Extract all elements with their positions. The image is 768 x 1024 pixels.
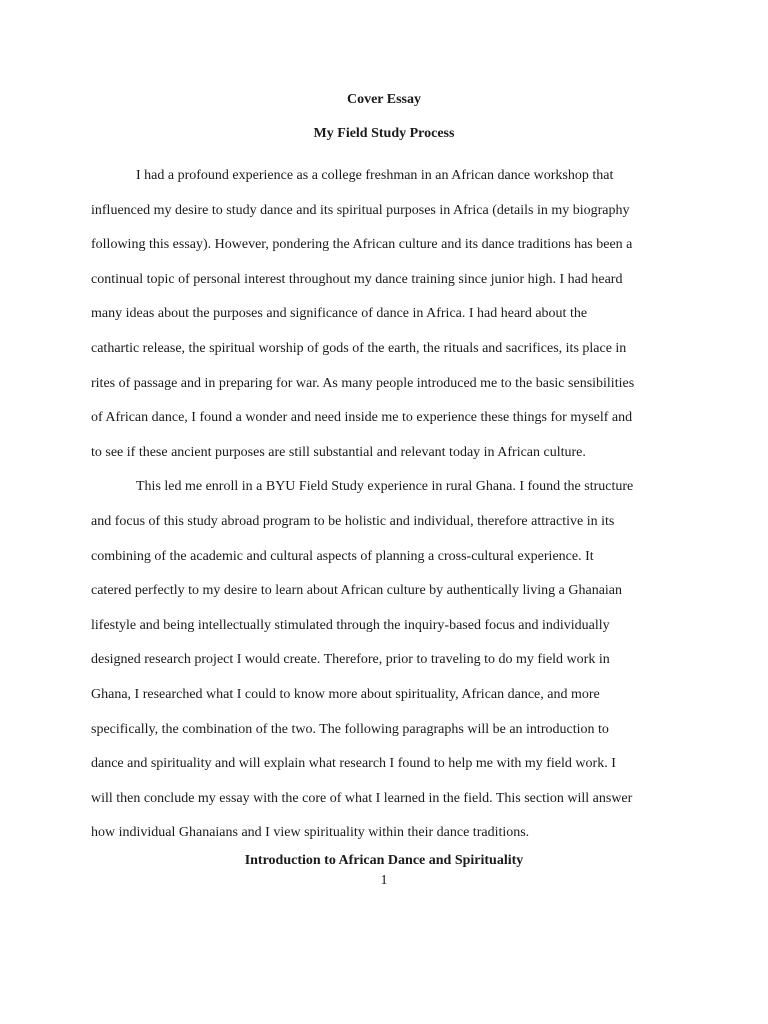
paragraph-line: I had a profound experience as a college freshman in an African dance workshop that: [136, 168, 614, 183]
essay-body: [91, 159, 677, 851]
section-heading: Introduction to African Dance and Spirituality: [244, 853, 524, 868]
paragraph-line: dance and spirituality and will explain what research I found to help me with my field work. I: [91, 756, 616, 772]
paragraph-line: many ideas about the purposes and significance of dance in Africa. I had heard about the: [91, 306, 588, 322]
paragraph-line: will then conclude my essay with the core of what I learned in the field. This section will answer: [91, 790, 633, 806]
paragraph-line: following this essay). However, pondering the African culture and its dance traditions has been a: [91, 237, 633, 253]
paragraph-line: and focus of this study abroad program to be holistic and individual, therefore attractive in its: [91, 513, 615, 529]
paragraph-line: combining of the academic and cultural aspects of planning a cross-cultural experience. It: [91, 548, 594, 564]
paragraph-1: [91, 159, 677, 470]
paragraph-2: [91, 470, 677, 851]
document-subtitle: My Field Study Process: [313, 126, 455, 141]
paragraph-line: to see if these ancient purposes are still substantial and relevant today in African culture.: [91, 444, 586, 460]
paragraph-line: specifically, the combination of the two. The following paragraphs will be an introduction to: [91, 721, 609, 737]
paragraph-line: of African dance, I found a wonder and need inside me to experience these things for myself and: [91, 410, 633, 426]
paragraph-line: how individual Ghanaians and I view spirituality within their dance traditions.: [91, 825, 530, 841]
paragraph-line: continual topic of personal interest throughout my dance training since junior high. I had heard: [91, 271, 623, 287]
paragraph-line: This led me enroll in a BYU Field Study experience in rural Ghana. I found the structure: [136, 479, 634, 495]
paragraph-line: rites of passage and in preparing for war. As many people introduced me to the basic sensibilities: [91, 375, 635, 391]
document-title: Cover Essay: [346, 92, 422, 107]
paragraph-line: Ghana, I researched what I could to know more about spirituality, African dance, and more: [91, 686, 600, 702]
paragraph-line: lifestyle and being intellectually stimulated through the inquiry-based focus and individually: [91, 617, 610, 633]
paragraph-line: catered perfectly to my desire to learn about African culture by authentically living a Ghanaian: [91, 583, 623, 599]
paragraph-line: cathartic release, the spiritual worship of gods of the earth, the rituals and sacrifices, its place in: [91, 340, 627, 356]
paragraph-line: influenced my desire to study dance and its spiritual purposes in Africa (details in my biography: [91, 202, 630, 218]
paragraph-line: designed research project I would create. Therefore, prior to traveling to do my field work in: [91, 652, 610, 668]
page-number: 1: [380, 873, 388, 888]
